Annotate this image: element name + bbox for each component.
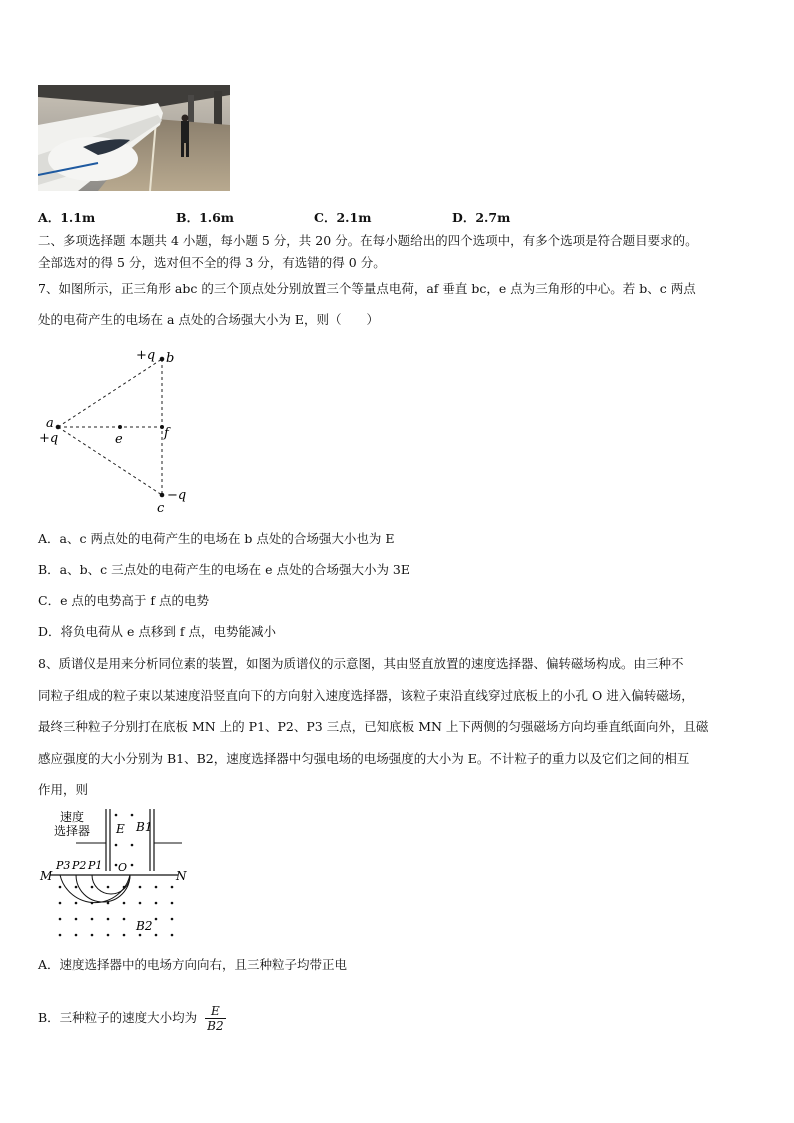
label-f: f: [164, 426, 169, 441]
q7-option-a: A．a、c 两点处的电荷产生的电场在 b 点处的合场强大小也为 E: [38, 531, 395, 546]
q8-stem-line2: 同粒子组成的粒子束以某速度沿竖直向下的方向射入速度选择器，该粒子束沿直线穿过底板上的小孔 O 进入偏转磁场，: [38, 688, 694, 703]
label-c: c: [157, 501, 165, 515]
q6-option-b: B．1.6m: [176, 210, 235, 225]
charge-c: −q: [167, 488, 187, 503]
q8-stem-line5: 作用，则: [38, 782, 89, 797]
label-O: O: [118, 861, 128, 874]
point-c: [160, 493, 165, 498]
q7-option-b: B．a、b、c 三点处的电荷产生的电场在 e 点处的合场强大小为 3E: [38, 562, 411, 577]
q8-mass-spectrometer-figure: [36, 805, 196, 945]
label-P2: P2: [72, 859, 87, 872]
q8-option-b: [38, 1004, 226, 1033]
q8-option-a: A．速度选择器中的电场方向向右，且三种粒子均带正电: [38, 957, 348, 972]
fraction-numerator: E: [205, 1004, 225, 1019]
q7-option-c: C．e 点的电势高于 f 点的电势: [38, 593, 210, 608]
charge-a: +q: [39, 431, 59, 446]
section-heading-line2: 全部选对的得 5 分，选对但不全的得 3 分，有选错的得 0 分。: [38, 255, 386, 270]
q7-stem-line1: 7、如图所示，正三角形 abc 的三个顶点处分别放置三个等量点电荷，af 垂直 bc，e 点为三角形的中心。若 b、c 两点: [38, 281, 696, 296]
q7-stem-line2: 处的电荷产生的电场在 a 点处的合场强大小为 E，则（ ）: [38, 312, 379, 327]
path-p2: [76, 875, 130, 902]
label-B1: B1: [136, 820, 153, 834]
point-a: [56, 425, 61, 430]
section-heading-line1: 二、多项选择题 本题共 4 小题，每小题 5 分，共 20 分。在每小题给出的四个选项中，有多个选项是符合题目要求的。: [38, 233, 698, 248]
q7-option-d: D．将负电荷从 e 点移到 f 点，电势能减小: [38, 624, 276, 639]
point-b: [160, 357, 165, 362]
train-photo: [38, 85, 230, 191]
q8-stem-line3: 最终三种粒子分别打在底板 MN 上的 P1、P2、P3 三点，已知底板 MN 上下两侧的匀强磁场方向均垂直纸面向外，且磁: [38, 719, 709, 734]
q6-option-d: D．2.7m: [452, 210, 511, 225]
point-e: [118, 425, 122, 429]
q7-triangle-figure: [36, 345, 206, 515]
selector-label-2: 选择器: [54, 824, 91, 838]
q8-option-b-text: B．三种粒子的速度大小均为: [38, 1010, 198, 1025]
q8-stem-line1: 8、质谱仪是用来分析同位素的装置，如图为质谱仪的示意图，其由竖直放置的速度选择器、偏转磁场构成。由三种不: [38, 656, 684, 671]
label-N: N: [176, 869, 187, 883]
selector-label-1: 速度: [60, 810, 85, 824]
label-B2: B2: [136, 919, 153, 933]
q6-option-a: A．1.1m: [38, 210, 96, 225]
fraction-denominator: B2: [207, 1019, 224, 1033]
path-p3: [60, 875, 130, 903]
charge-b: +q: [136, 348, 156, 363]
label-b: b: [166, 351, 175, 366]
label-P3: P3: [56, 859, 71, 872]
label-e: e: [115, 432, 123, 447]
label-P1: P1: [88, 859, 103, 872]
label-M: M: [40, 869, 53, 883]
label-E: E: [116, 822, 125, 836]
q8-option-b-fraction: [205, 1004, 225, 1033]
side-ab: [58, 359, 162, 427]
q8-stem-line4: 感应强度的大小分别为 B1、B2，速度选择器中匀强电场的电场强度的大小为 E。不计粒子的重力以及它们之间的相互: [38, 751, 690, 766]
q6-option-c: C．2.1m: [314, 210, 372, 225]
side-ac: [58, 427, 162, 495]
label-a: a: [46, 416, 54, 431]
